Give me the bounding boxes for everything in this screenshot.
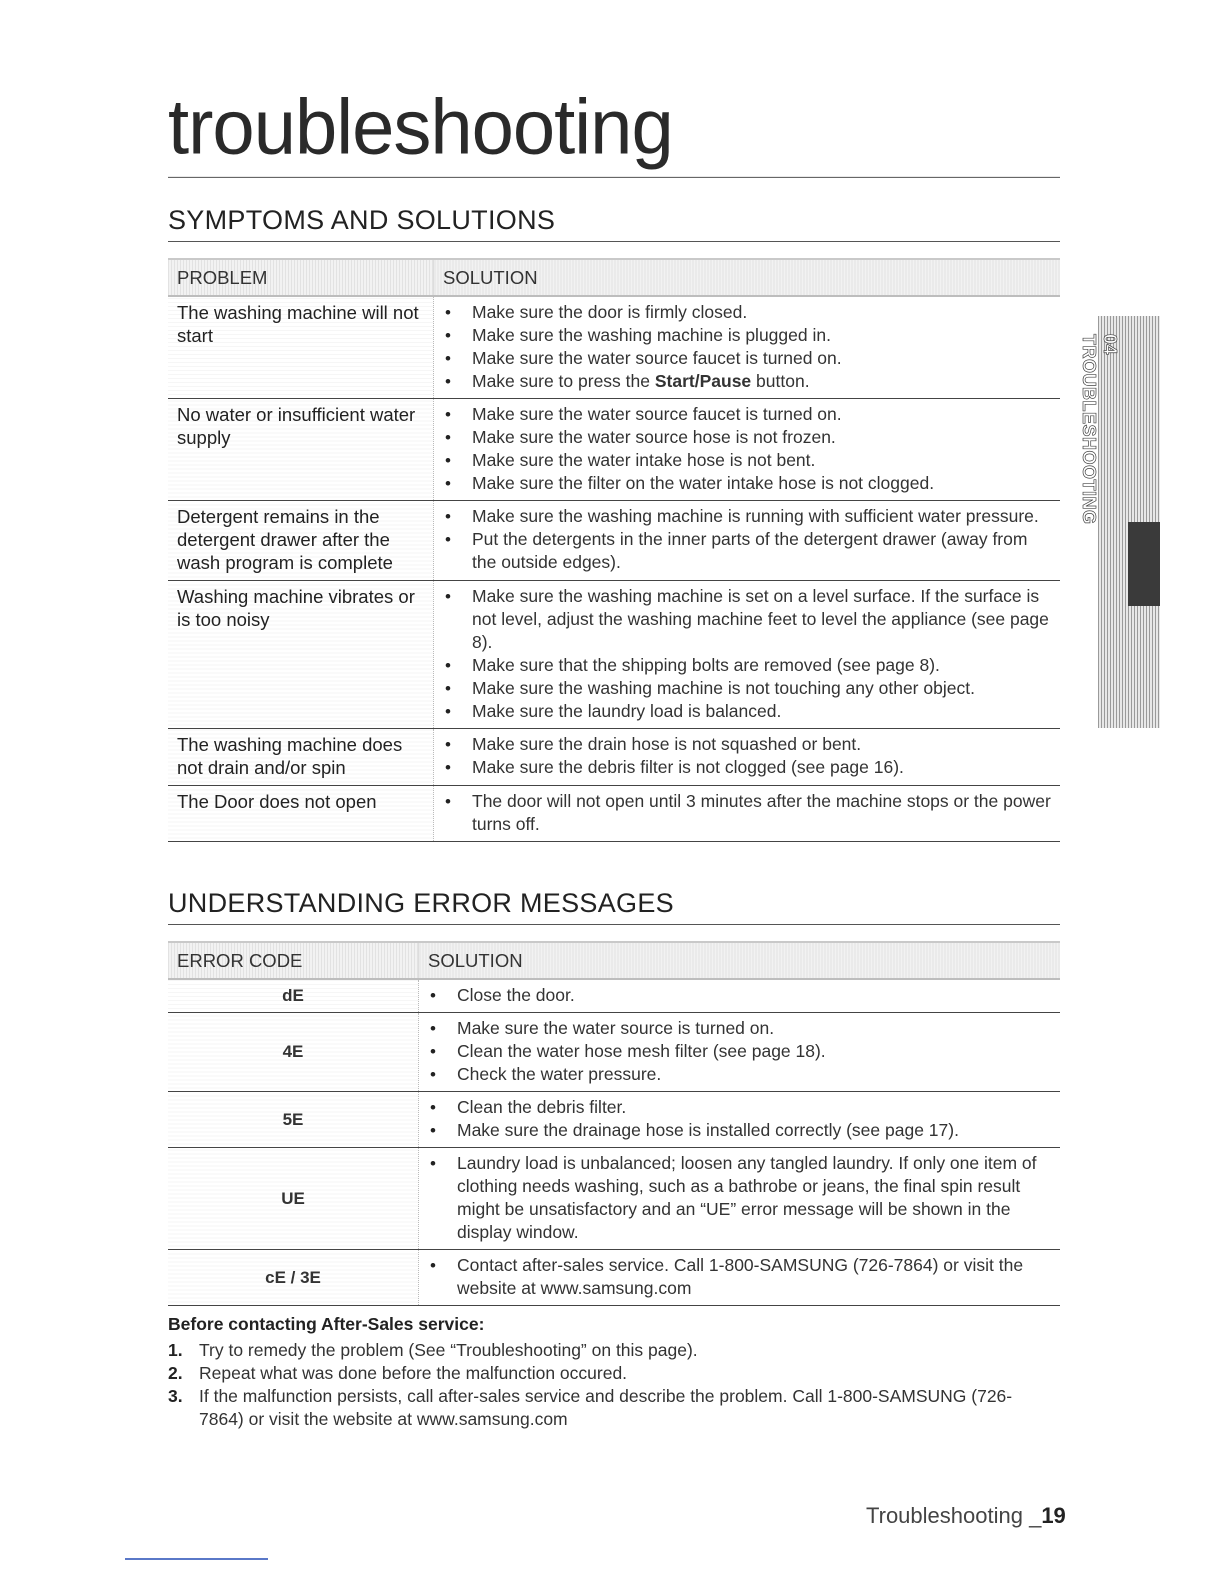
chapter-tab-label: 04 TROUBLESHOOTING <box>1079 334 1120 525</box>
solution-cell <box>419 1148 1061 1250</box>
solution-cell <box>419 1092 1061 1148</box>
problem-cell: The washing machine will not start <box>168 296 434 399</box>
step-item: 2. Repeat what was done before the malfunction occured. <box>168 1363 628 1383</box>
col-solution-header: SOLUTION <box>434 259 1061 296</box>
solution-item: • Make sure the water source faucet is turned on. <box>442 403 1052 426</box>
chapter-marker <box>1128 522 1160 606</box>
solution-cell <box>434 729 1061 786</box>
solution-item: • Make sure the debris filter is not clogged (see page 16). <box>442 756 1052 779</box>
table-row <box>168 1092 1060 1148</box>
solution-item: • Close the door. <box>427 984 1052 1007</box>
symptoms-table <box>168 258 1060 842</box>
page-footer: Troubleshooting _19 <box>866 1503 1066 1528</box>
symptoms-heading: SYMPTOMS AND SOLUTIONS <box>168 205 1060 242</box>
table-row <box>168 1250 1060 1306</box>
solution-item: • Make sure the washing machine is not touching any other object. <box>442 677 1052 700</box>
errors-heading: UNDERSTANDING ERROR MESSAGES <box>168 888 1060 925</box>
page-title: troubleshooting <box>168 87 1060 178</box>
table-row <box>168 581 1060 729</box>
start-pause-label: Start/Pause <box>654 371 752 391</box>
table-row <box>168 399 1060 501</box>
error-code-cell: dE <box>168 979 419 1013</box>
solution-item: • Clean the debris filter. <box>427 1096 1052 1119</box>
error-code-cell: 5E <box>168 1092 419 1148</box>
table-row <box>168 729 1060 786</box>
solution-item: • Put the detergents in the inner parts of the detergent drawer (away from the outside edges). <box>442 528 1052 574</box>
solution-cell <box>434 581 1061 729</box>
solution-item: • Make sure the water intake hose is not bent. <box>442 449 1052 472</box>
solution-item: • Make sure the water source is turned on. <box>427 1017 1052 1040</box>
error-code-cell: 4E <box>168 1013 419 1092</box>
solution-cell <box>419 1250 1061 1306</box>
problem-cell: The washing machine does not drain and/or spin <box>168 729 434 786</box>
table-row <box>168 296 1060 399</box>
solution-item: • Make sure the drainage hose is installed correctly (see page 17). <box>427 1119 1052 1142</box>
solution-item: • Make sure the drain hose is not squashed or bent. <box>442 733 1052 756</box>
step-number: 3. <box>168 1386 183 1406</box>
step-number: 1. <box>168 1340 183 1360</box>
solution-cell <box>434 399 1061 501</box>
solution-item: • Make sure the washing machine is plugged in. <box>442 324 1052 347</box>
solution-item: • Make sure the filter on the water intake hose is not clogged. <box>442 472 1052 495</box>
table-row <box>168 1013 1060 1092</box>
solution-item: • Make sure the laundry load is balanced. <box>442 700 1052 723</box>
solution-cell <box>434 501 1061 581</box>
problem-cell: Washing machine vibrates or is too noisy <box>168 581 434 729</box>
before-contact-steps <box>168 1339 1048 1431</box>
chapter-side-tab <box>1079 316 1160 728</box>
solution-item: • Contact after-sales service. Call 1-800-SAMSUNG (726-7864) or visit the website at www.samsung.com <box>427 1254 1052 1300</box>
solution-item: • Check the water pressure. <box>427 1063 1052 1086</box>
step-item: 3. If the malfunction persists, call after-sales service and describe the problem. Call 1-800-SAMSUNG (726-7864) or visit the website at www.samsung.com <box>168 1386 1013 1429</box>
problem-cell: The Door does not open <box>168 786 434 842</box>
solution-item: • Make sure that the shipping bolts are removed (see page 8). <box>442 654 1052 677</box>
problem-cell: Detergent remains in the detergent drawer after the wash program is complete <box>168 501 434 581</box>
step-number: 2. <box>168 1363 183 1383</box>
solution-cell <box>434 296 1061 399</box>
table-row <box>168 786 1060 842</box>
solution-cell <box>419 979 1061 1013</box>
solution-item: • The door will not open until 3 minutes after the machine stops or the power turns off. <box>442 790 1052 836</box>
step-item: 1. Try to remedy the problem (See “Troubleshooting” on this page). <box>168 1340 698 1360</box>
table-row <box>168 501 1060 581</box>
solution-item: • Make sure the water source hose is not frozen. <box>442 426 1052 449</box>
solution-item: • Make sure the washing machine is set on a level surface. If the surface is not level, adjust the washing machine feet to level the appliance (see page 8). <box>442 585 1052 654</box>
col-problem-header: PROBLEM <box>168 259 434 296</box>
error-code-cell: cE / 3E <box>168 1250 419 1306</box>
table-row <box>168 1148 1060 1250</box>
solution-cell <box>434 786 1061 842</box>
solution-item: • Make sure the door is firmly closed. <box>442 301 1052 324</box>
before-contact-title: Before contacting After-Sales service: <box>168 1314 485 1334</box>
errors-table <box>168 941 1060 1306</box>
blue-rule <box>125 1558 268 1560</box>
solution-item: • Make sure the washing machine is running with sufficient water pressure. <box>442 505 1052 528</box>
problem-cell: No water or insufficient water supply <box>168 399 434 501</box>
col-solution-header: SOLUTION <box>419 942 1061 979</box>
table-row <box>168 979 1060 1013</box>
col-error-code-header: ERROR CODE <box>168 942 419 979</box>
solution-item: • Laundry load is unbalanced; loosen any tangled laundry. If only one item of clothing needs washing, such as a bathrobe or jeans, the final spin result might be unsatisfactory and an “UE” error message will be shown in the display window. <box>427 1152 1052 1244</box>
solution-item: • Clean the water hose mesh filter (see page 18). <box>427 1040 1052 1063</box>
solution-item: • Make sure the water source faucet is turned on. <box>442 347 1052 370</box>
solution-cell <box>419 1013 1061 1092</box>
solution-item: • Make sure to press the Start/Pause button. <box>442 370 1052 393</box>
error-code-cell: UE <box>168 1148 419 1250</box>
page-number: 19 <box>1041 1503 1066 1528</box>
